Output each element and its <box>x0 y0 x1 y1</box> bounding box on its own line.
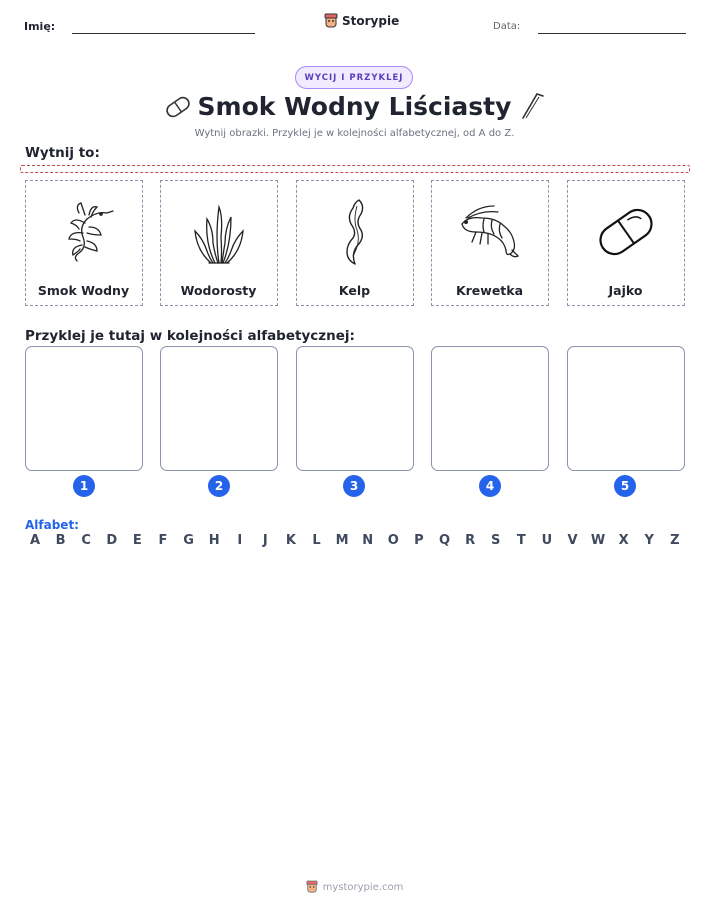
paste-box-4[interactable] <box>431 346 549 471</box>
cut-card-label: Wodorosty <box>180 283 257 298</box>
alphabet-letter: Q <box>438 533 451 548</box>
cut-card-kelp[interactable] <box>296 180 414 306</box>
name-label: Imię: <box>24 20 56 33</box>
alphabet-letter: V <box>567 533 578 548</box>
paste-box-3[interactable] <box>296 346 414 471</box>
alphabet-letter: I <box>237 533 243 548</box>
cut-line <box>20 165 690 173</box>
storypie-mascot-icon <box>306 880 318 894</box>
alphabet-letter: L <box>312 533 321 548</box>
name-line <box>72 33 255 34</box>
order-number-4: 4 <box>479 475 501 497</box>
alphabet-letter: R <box>465 533 476 548</box>
activity-badge: WYCIJ I PRZYKLEJ <box>295 66 413 89</box>
alphabet-letter: X <box>618 533 629 548</box>
alphabet-letter: N <box>362 533 374 548</box>
brand-logo <box>324 13 399 29</box>
alphabet-heading: Alfabet: <box>25 518 79 532</box>
paste-box-2[interactable] <box>160 346 278 471</box>
order-number-5: 5 <box>614 475 636 497</box>
date-label: Data: <box>493 21 521 32</box>
alphabet-letter: K <box>285 533 296 548</box>
cut-card-egg[interactable] <box>567 180 685 306</box>
alphabet-letter: M <box>335 533 349 548</box>
alphabet-row <box>25 533 685 548</box>
alphabet-letter: D <box>106 533 118 548</box>
alphabet-letter: F <box>158 533 168 548</box>
footer-url: mystorypie.com <box>322 881 404 893</box>
alphabet-letter: Y <box>644 533 654 548</box>
paste-box-5[interactable] <box>567 346 685 471</box>
cut-card-label: Jajko <box>608 283 643 298</box>
cut-card-sea-dragon[interactable] <box>25 180 143 306</box>
cut-card-shrimp[interactable] <box>431 180 549 306</box>
shrimp-icon <box>454 202 526 262</box>
order-number-3: 3 <box>343 475 365 497</box>
alphabet-letter: E <box>132 533 142 548</box>
cut-card-seaweed[interactable] <box>160 180 278 306</box>
alphabet-letter: T <box>516 533 526 548</box>
paste-box-1[interactable] <box>25 346 143 471</box>
alphabet-letter: B <box>55 533 66 548</box>
kelp-icon <box>335 196 375 268</box>
egg-capsule-icon <box>590 200 662 264</box>
alphabet-letter: A <box>29 533 41 548</box>
alphabet-letter: G <box>183 533 194 548</box>
storypie-mascot-icon <box>324 13 338 29</box>
cut-card-label: Krewetka <box>455 283 524 298</box>
cut-heading: Wytnij to: <box>25 145 100 161</box>
alphabet-letter: O <box>387 533 399 548</box>
leafy-sea-dragon-icon <box>49 197 119 267</box>
page-title: Smok Wodny Liściasty <box>197 92 512 121</box>
date-line <box>538 33 686 34</box>
alphabet-letter: C <box>81 533 91 548</box>
order-number-2: 2 <box>208 475 230 497</box>
alphabet-letter: P <box>414 533 424 548</box>
seaweed-icon <box>189 197 249 267</box>
paste-heading: Przyklej je tutaj w kolejności alfabetycznej: <box>25 328 355 344</box>
footer <box>0 880 709 894</box>
order-number-1: 1 <box>73 475 95 497</box>
kelp-stalk-icon <box>517 90 547 122</box>
cut-card-label: Smok Wodny <box>37 283 130 298</box>
brand-name: Storypie <box>342 14 400 28</box>
alphabet-letter: W <box>590 533 606 548</box>
alphabet-letter: H <box>208 533 220 548</box>
alphabet-letter: S <box>491 533 501 548</box>
alphabet-letter: J <box>262 533 268 548</box>
alphabet-letter: Z <box>670 533 680 548</box>
instructions: Wytnij obrazki. Przyklej je w kolejności alfabetycznej, od A do Z. <box>194 128 515 139</box>
alphabet-letter: U <box>541 533 553 548</box>
cut-card-label: Kelp <box>338 283 371 298</box>
